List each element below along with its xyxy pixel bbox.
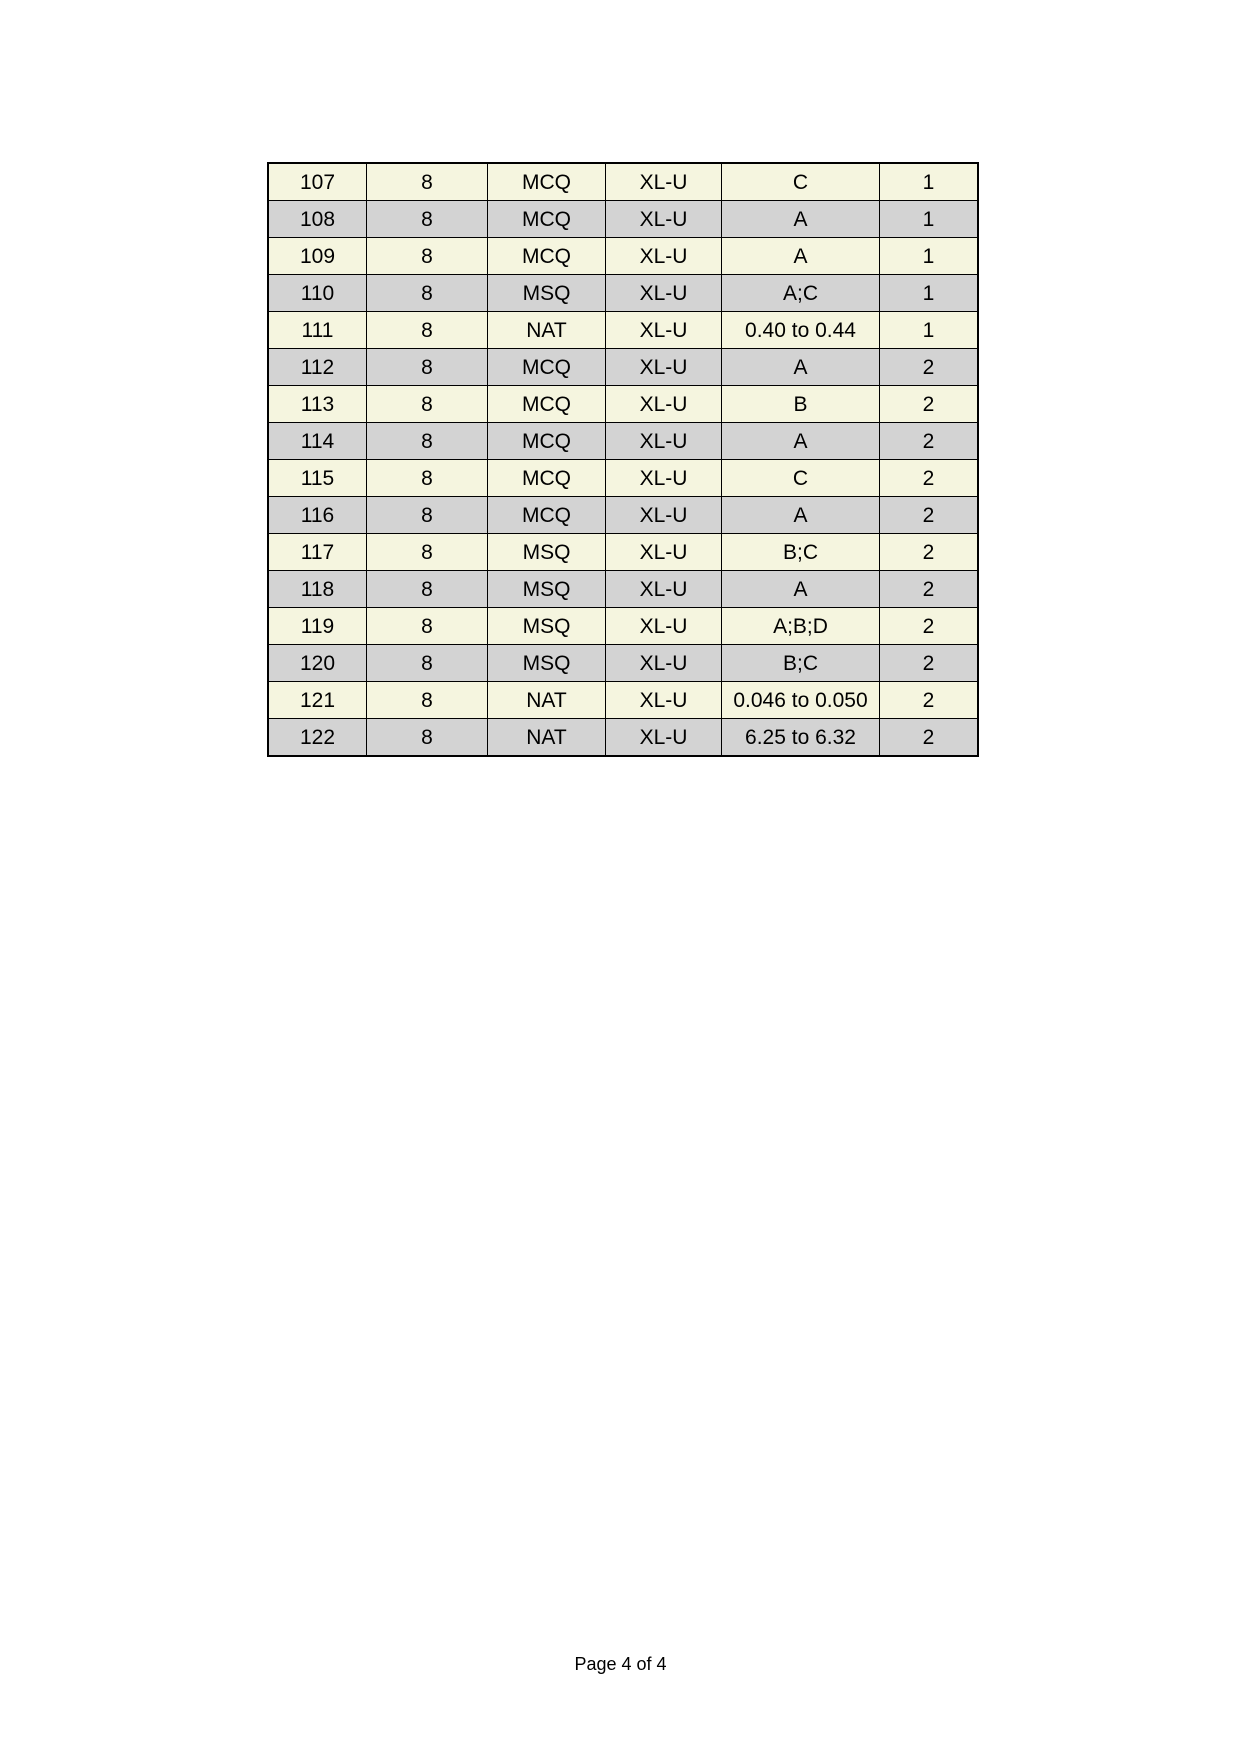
- section-cell: XL-U: [606, 534, 722, 571]
- answer-key-cell: A: [722, 201, 880, 238]
- marks-cell: 2: [880, 460, 979, 497]
- answer-key-table: [267, 162, 979, 757]
- question-type-cell: NAT: [488, 682, 606, 719]
- table-row: [268, 645, 978, 682]
- section-cell: XL-U: [606, 349, 722, 386]
- session-cell: 8: [367, 534, 488, 571]
- session-cell: 8: [367, 349, 488, 386]
- session-cell: 8: [367, 423, 488, 460]
- answer-key-cell: C: [722, 460, 880, 497]
- question-type-cell: MCQ: [488, 163, 606, 201]
- table-row: [268, 163, 978, 201]
- answer-key-cell: B;C: [722, 534, 880, 571]
- session-cell: 8: [367, 386, 488, 423]
- section-cell: XL-U: [606, 163, 722, 201]
- question-number-cell: 115: [268, 460, 367, 497]
- question-type-cell: MSQ: [488, 571, 606, 608]
- question-number-cell: 122: [268, 719, 367, 757]
- question-type-cell: MSQ: [488, 275, 606, 312]
- question-number-cell: 111: [268, 312, 367, 349]
- session-cell: 8: [367, 497, 488, 534]
- answer-key-cell: A: [722, 238, 880, 275]
- answer-key-cell: C: [722, 163, 880, 201]
- answer-key-cell: A;C: [722, 275, 880, 312]
- session-cell: 8: [367, 238, 488, 275]
- answer-key-cell: A;B;D: [722, 608, 880, 645]
- section-cell: XL-U: [606, 423, 722, 460]
- section-cell: XL-U: [606, 275, 722, 312]
- section-cell: XL-U: [606, 238, 722, 275]
- answer-key-cell: 0.40 to 0.44: [722, 312, 880, 349]
- session-cell: 8: [367, 275, 488, 312]
- question-number-cell: 107: [268, 163, 367, 201]
- question-type-cell: MCQ: [488, 386, 606, 423]
- session-cell: 8: [367, 460, 488, 497]
- question-number-cell: 116: [268, 497, 367, 534]
- answer-key-cell: A: [722, 349, 880, 386]
- question-number-cell: 120: [268, 645, 367, 682]
- question-type-cell: MCQ: [488, 497, 606, 534]
- answer-key-cell: B: [722, 386, 880, 423]
- session-cell: 8: [367, 163, 488, 201]
- section-cell: XL-U: [606, 645, 722, 682]
- marks-cell: 1: [880, 238, 979, 275]
- marks-cell: 1: [880, 275, 979, 312]
- question-number-cell: 112: [268, 349, 367, 386]
- table-row: [268, 719, 978, 757]
- question-type-cell: MCQ: [488, 349, 606, 386]
- answer-key-cell: A: [722, 497, 880, 534]
- marks-cell: 2: [880, 608, 979, 645]
- question-type-cell: NAT: [488, 312, 606, 349]
- marks-cell: 2: [880, 682, 979, 719]
- question-number-cell: 110: [268, 275, 367, 312]
- table-row: [268, 608, 978, 645]
- question-type-cell: NAT: [488, 719, 606, 757]
- table-row: [268, 497, 978, 534]
- answer-key-table-body: [268, 163, 978, 756]
- question-number-cell: 109: [268, 238, 367, 275]
- answer-key-cell: A: [722, 423, 880, 460]
- session-cell: 8: [367, 608, 488, 645]
- question-type-cell: MCQ: [488, 423, 606, 460]
- table-row: [268, 460, 978, 497]
- table-row: [268, 312, 978, 349]
- answer-key-cell: A: [722, 571, 880, 608]
- marks-cell: 2: [880, 571, 979, 608]
- marks-cell: 1: [880, 312, 979, 349]
- session-cell: 8: [367, 719, 488, 757]
- question-type-cell: MSQ: [488, 608, 606, 645]
- section-cell: XL-U: [606, 497, 722, 534]
- session-cell: 8: [367, 645, 488, 682]
- question-number-cell: 113: [268, 386, 367, 423]
- question-number-cell: 121: [268, 682, 367, 719]
- answer-key-cell: 6.25 to 6.32: [722, 719, 880, 757]
- question-type-cell: MCQ: [488, 238, 606, 275]
- section-cell: XL-U: [606, 386, 722, 423]
- table-row: [268, 534, 978, 571]
- marks-cell: 2: [880, 534, 979, 571]
- question-number-cell: 119: [268, 608, 367, 645]
- session-cell: 8: [367, 682, 488, 719]
- table-row: [268, 386, 978, 423]
- marks-cell: 1: [880, 201, 979, 238]
- question-type-cell: MSQ: [488, 645, 606, 682]
- question-number-cell: 114: [268, 423, 367, 460]
- table-row: [268, 201, 978, 238]
- marks-cell: 2: [880, 497, 979, 534]
- marks-cell: 2: [880, 719, 979, 757]
- question-type-cell: MCQ: [488, 201, 606, 238]
- answer-key-cell: B;C: [722, 645, 880, 682]
- section-cell: XL-U: [606, 201, 722, 238]
- session-cell: 8: [367, 312, 488, 349]
- section-cell: XL-U: [606, 719, 722, 757]
- marks-cell: 2: [880, 645, 979, 682]
- section-cell: XL-U: [606, 571, 722, 608]
- marks-cell: 2: [880, 423, 979, 460]
- table-row: [268, 275, 978, 312]
- session-cell: 8: [367, 571, 488, 608]
- table-row: [268, 423, 978, 460]
- table-row: [268, 349, 978, 386]
- table-row: [268, 682, 978, 719]
- question-number-cell: 108: [268, 201, 367, 238]
- page-number: Page 4 of 4: [574, 1654, 667, 1674]
- table-row: [268, 571, 978, 608]
- question-type-cell: MCQ: [488, 460, 606, 497]
- section-cell: XL-U: [606, 460, 722, 497]
- question-number-cell: 117: [268, 534, 367, 571]
- question-number-cell: 118: [268, 571, 367, 608]
- marks-cell: 2: [880, 386, 979, 423]
- section-cell: XL-U: [606, 682, 722, 719]
- session-cell: 8: [367, 201, 488, 238]
- marks-cell: 2: [880, 349, 979, 386]
- section-cell: XL-U: [606, 608, 722, 645]
- table-row: [268, 238, 978, 275]
- section-cell: XL-U: [606, 312, 722, 349]
- marks-cell: 1: [880, 163, 979, 201]
- question-type-cell: MSQ: [488, 534, 606, 571]
- answer-key-cell: 0.046 to 0.050: [722, 682, 880, 719]
